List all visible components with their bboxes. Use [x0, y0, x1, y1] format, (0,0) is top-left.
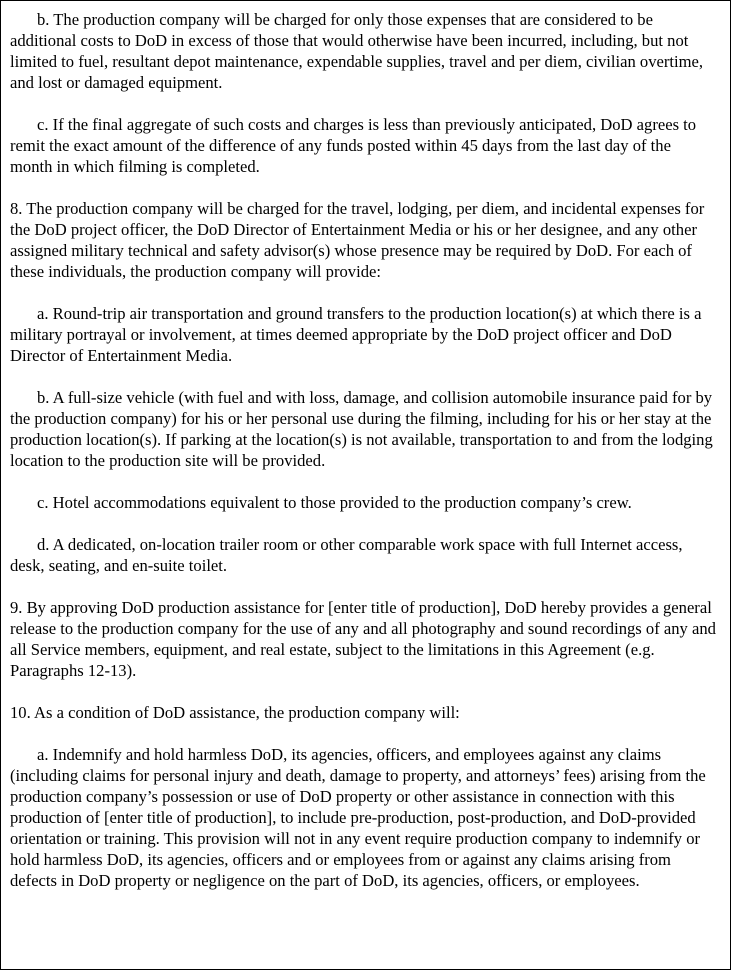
paragraph-10a: a. Indemnify and hold harmless DoD, its agencies, officers, and employees against any claims (including claims for personal injury and death, damage to property, and attorneys’ fees) arising from the production company’s possession or use of DoD property or other assistance in connection with this production of [enter title of production], to include pre-production, post-production, and DoD-provided orientation or training. This provision will not in any event require production company to indemnify or hold harmless DoD, its agencies, officers and or employees from or against any claims arising from defects in DoD property or negligence on the part of DoD, its agencies, officers, or employees.: [10, 745, 706, 890]
paragraph-7c: c. If the final aggregate of such costs and charges is less than previously anticipated, DoD agrees to remit the exact amount of the difference of any funds posted within 45 days from the last day of the month in which filming is completed.: [10, 115, 697, 176]
paragraph-8b: b. A full-size vehicle (with fuel and with loss, damage, and collision automobile insurance paid for by the production company) for his or her personal use during the filming, including for his or her stay at the production location(s). If parking at the location(s) is not available, transportation to and from the lodging location to the production site will be provided.: [10, 388, 713, 470]
paragraph-7b: b. The production company will be charged for only those expenses that are considered to be additional costs to DoD in excess of those that would otherwise have been incurred, including, but not limited to fuel, resultant depot maintenance, expendable supplies, travel and per diem, civilian overtime, and lost or damaged equipment.: [10, 10, 704, 92]
paragraph-9: 9. By approving DoD production assistance for [enter title of production], DoD hereby provides a general release to the production company for the use of any and all photography and sound recordings of any and all Service members, equipment, and real estate, subject to the limitations in this Agreement (e.g. Paragraphs 12-13).: [10, 598, 716, 680]
paragraph-10: 10. As a condition of DoD assistance, the production company will:: [10, 703, 460, 722]
paragraph-8: 8. The production company will be charged for the travel, lodging, per diem, and incidental expenses for the DoD project officer, the DoD Director of Entertainment Media or his or her designee, and any other assigned military technical and safety advisor(s) whose presence may be required by DoD. For each of these individuals, the production company will provide:: [10, 199, 705, 281]
paragraph-8c: c. Hotel accommodations equivalent to those provided to the production company’s crew.: [37, 493, 632, 512]
paragraph-8d: d. A dedicated, on-location trailer room or other comparable work space with full Internet access, desk, seating, and en-suite toilet.: [10, 535, 683, 575]
paragraph-8a: a. Round-trip air transportation and ground transfers to the production location(s) at which there is a military portrayal or involvement, at times deemed appropriate by the DoD project officer and DoD Director of Entertainment Media.: [10, 304, 702, 365]
